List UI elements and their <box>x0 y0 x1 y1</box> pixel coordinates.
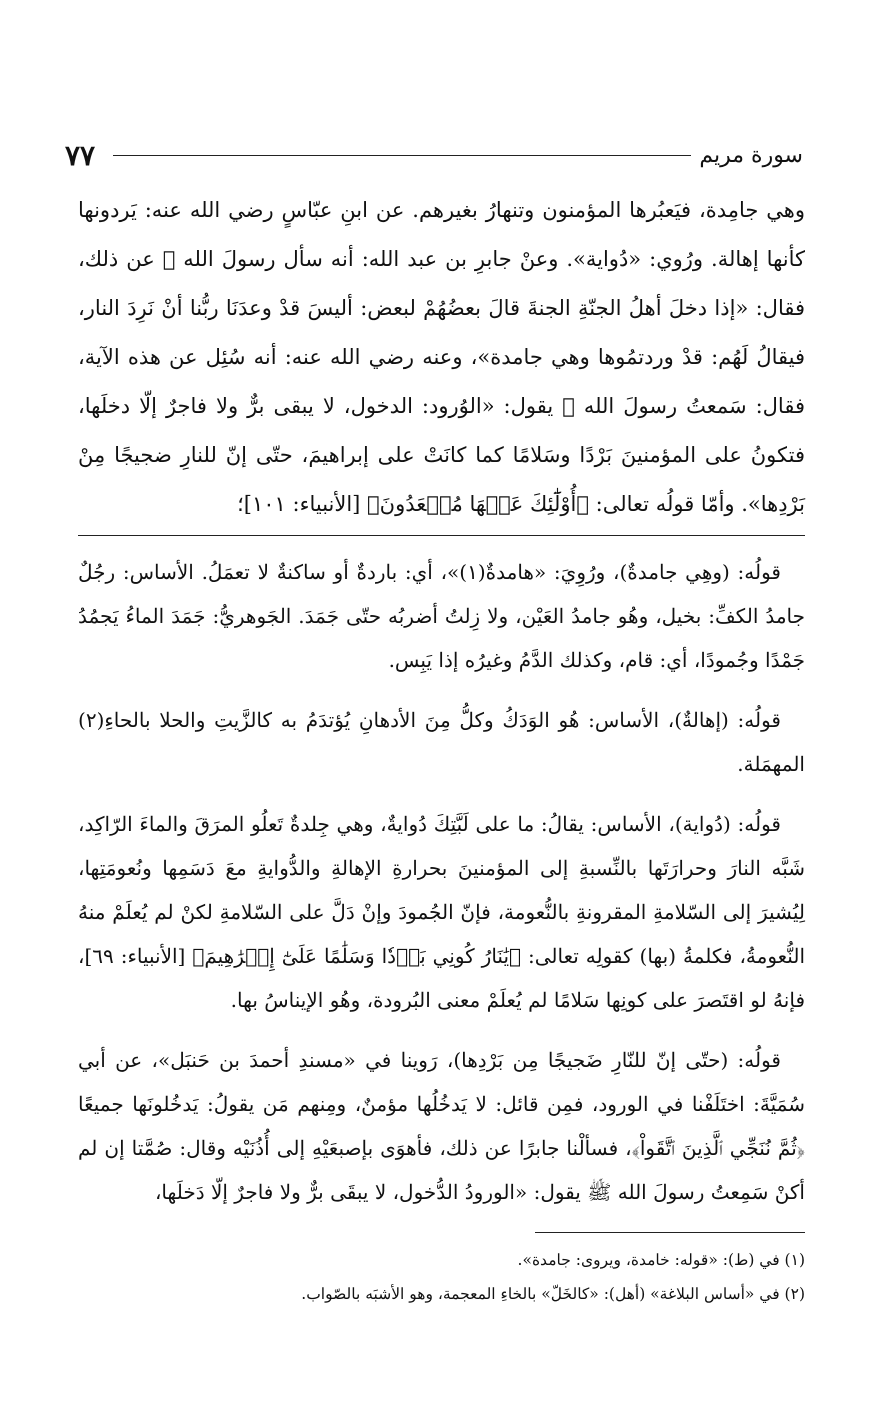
commentary-paragraph: قولُه: (حتّى إنّ للنّارِ ضَجيجًا مِن بَرْدِها)، رَوينا في «مسندِ أحمدَ بن حَنبَل»، عن أبي سُمَيَّةَ: اختَلَفْنا في الورود، فمِن قائل: لا يَدخُلُها مؤمنٌ، ومِنهم مَن يقولُ: يَدخُلونَها جميعًا ﴿ثُمَّ نُنَجِّي ٱلَّذِينَ ٱتَّقَواْ﴾، فسألْنا جابرًا عن ذلك، فأهوَى بإصبعَيْهِ إلى أُذُنَيْه وقال: صُمَّتا إن لم أكنْ سَمِعتُ رسولَ الله ﷺ يقول: «الورودُ الدُّخول، لا يبقَى برٌّ ولا فاجرٌ إلّا دَخلَها، <box>78 1048 805 1204</box>
section-divider <box>78 535 805 536</box>
commentary-paragraph: قولُه: (إهالةٌ)، الأساس: هُو الوَدَكُ وكلُّ مِنَ الأدهانِ يُؤتدَمُ به كالزَّيتِ والحلا بالحاءِ(٢) المهمَلة. <box>78 708 805 776</box>
commentary <box>78 550 805 1214</box>
footnotes <box>78 1243 805 1311</box>
footnote: (٢) في «أساس البلاغة» (أهل): «كالخَلّ» بالخاءِ المعجمة، وهو الأشبَه بالصّواب. <box>301 1285 805 1303</box>
commentary-paragraph: قولُه: (دُواية)، الأساس: يقالُ: ما على لَبَّتِكَ دُوايةٌ، وهي جِلدةٌ تَعلُو المرَقَ والماءَ الرّاكِد، شَبَّه النارَ وحرارَتَها بالنِّسبةِ إلى المؤمنينَ بحرارةِ الإهالةِ والدُّوايةِ معَ دَسَمِها ونُعومَتِها، لِيُشيرَ إلى السّلامةِ المقرونةِ بالنُّعومة، فإنّ الجُمودَ وإنْ دَلَّ على السّلامةِ لكنْ لم يُعلَمْ منهُ النُّعومةُ، فكلمةُ (بها) كقولِه تعالى: ﴿يَٰنَارُ كُونِي بَرۡدٗا وَسَلَٰمًا عَلَىٰٓ إِبۡرَٰهِيمَ﴾ [الأنبياء: ٦٩]، فإنهُ لو اقتَصرَ على كونِها سَلامًا لم يُعلَمْ معنى البُرودة، وهُو الإيناسُ بها. <box>78 812 805 1012</box>
page-number: ٧٧ <box>65 138 96 172</box>
page-header <box>65 140 803 170</box>
footnote: (١) في (ط): «قوله: خامدة، ويروى: جامدة». <box>517 1251 805 1269</box>
footnote-rule <box>535 1232 805 1233</box>
header-rule <box>113 155 691 156</box>
page-content <box>78 186 805 1311</box>
main-text: وهي جامِدة، فيَعبُرها المؤمنون وتنهارُ بغيرهم. عن ابنِ عبّاسٍ رضي الله عنه: يَردونها كأنها إهالة. ورُوي: «دُواية». وعنْ جابرِ بن عبد الله: أنه سأل رسولَ الله ﷺ عن ذلك، فقال: «إذا دخلَ أهلُ الجنّةِ الجنةَ قالَ بعضُهُمْ لبعض: أليسَ قدْ وعدَنَا ربُّنا أنْ نَرِدَ النار، فيقالُ لَهُم: قدْ وردتمُوها وهي جامدة»، وعنه رضي الله عنه: أنه سُئِل عن هذه الآية، فقال: سَمعتُ رسولَ الله ﷺ يقول: «الوُرود: الدخول، لا يبقى برٌّ ولا فاجرٌ إلّا دخلَها، فتكونُ على المؤمنينَ بَرْدًا وسَلامًا كما كانَتْ على إبراهيمَ، حتّى إنّ للنارِ ضجيجًا مِنْ بَرْدِها». وأمّا قولُه تعالى: ﴿أُوْلَٰٓئِكَ عَنۡهَا مُبۡعَدُونَ﴾ [الأنبياء: ١٠١]؛ <box>78 198 805 516</box>
commentary-paragraph: قولُه: (وهِي جامدةٌ)، ورُوِيَ: «هامدةٌ(١)»، أي: باردةٌ أو ساكنةٌ لا تعمَلُ. الأساس: رجُلٌ جامدُ الكفِّ: بخيل، وهُو جامدُ العَيْن، ولا زِلتُ أضربُه حتّى جَمَدَ. الجَوهريُّ: جَمَدَ الماءُ يَجمُدُ جَمْدًا وجُمودًا، أي: قام، وكذلك الدَّمُ وغيرُه إذا يَبِس. <box>78 560 805 672</box>
running-title: سورة مريم <box>699 142 803 168</box>
